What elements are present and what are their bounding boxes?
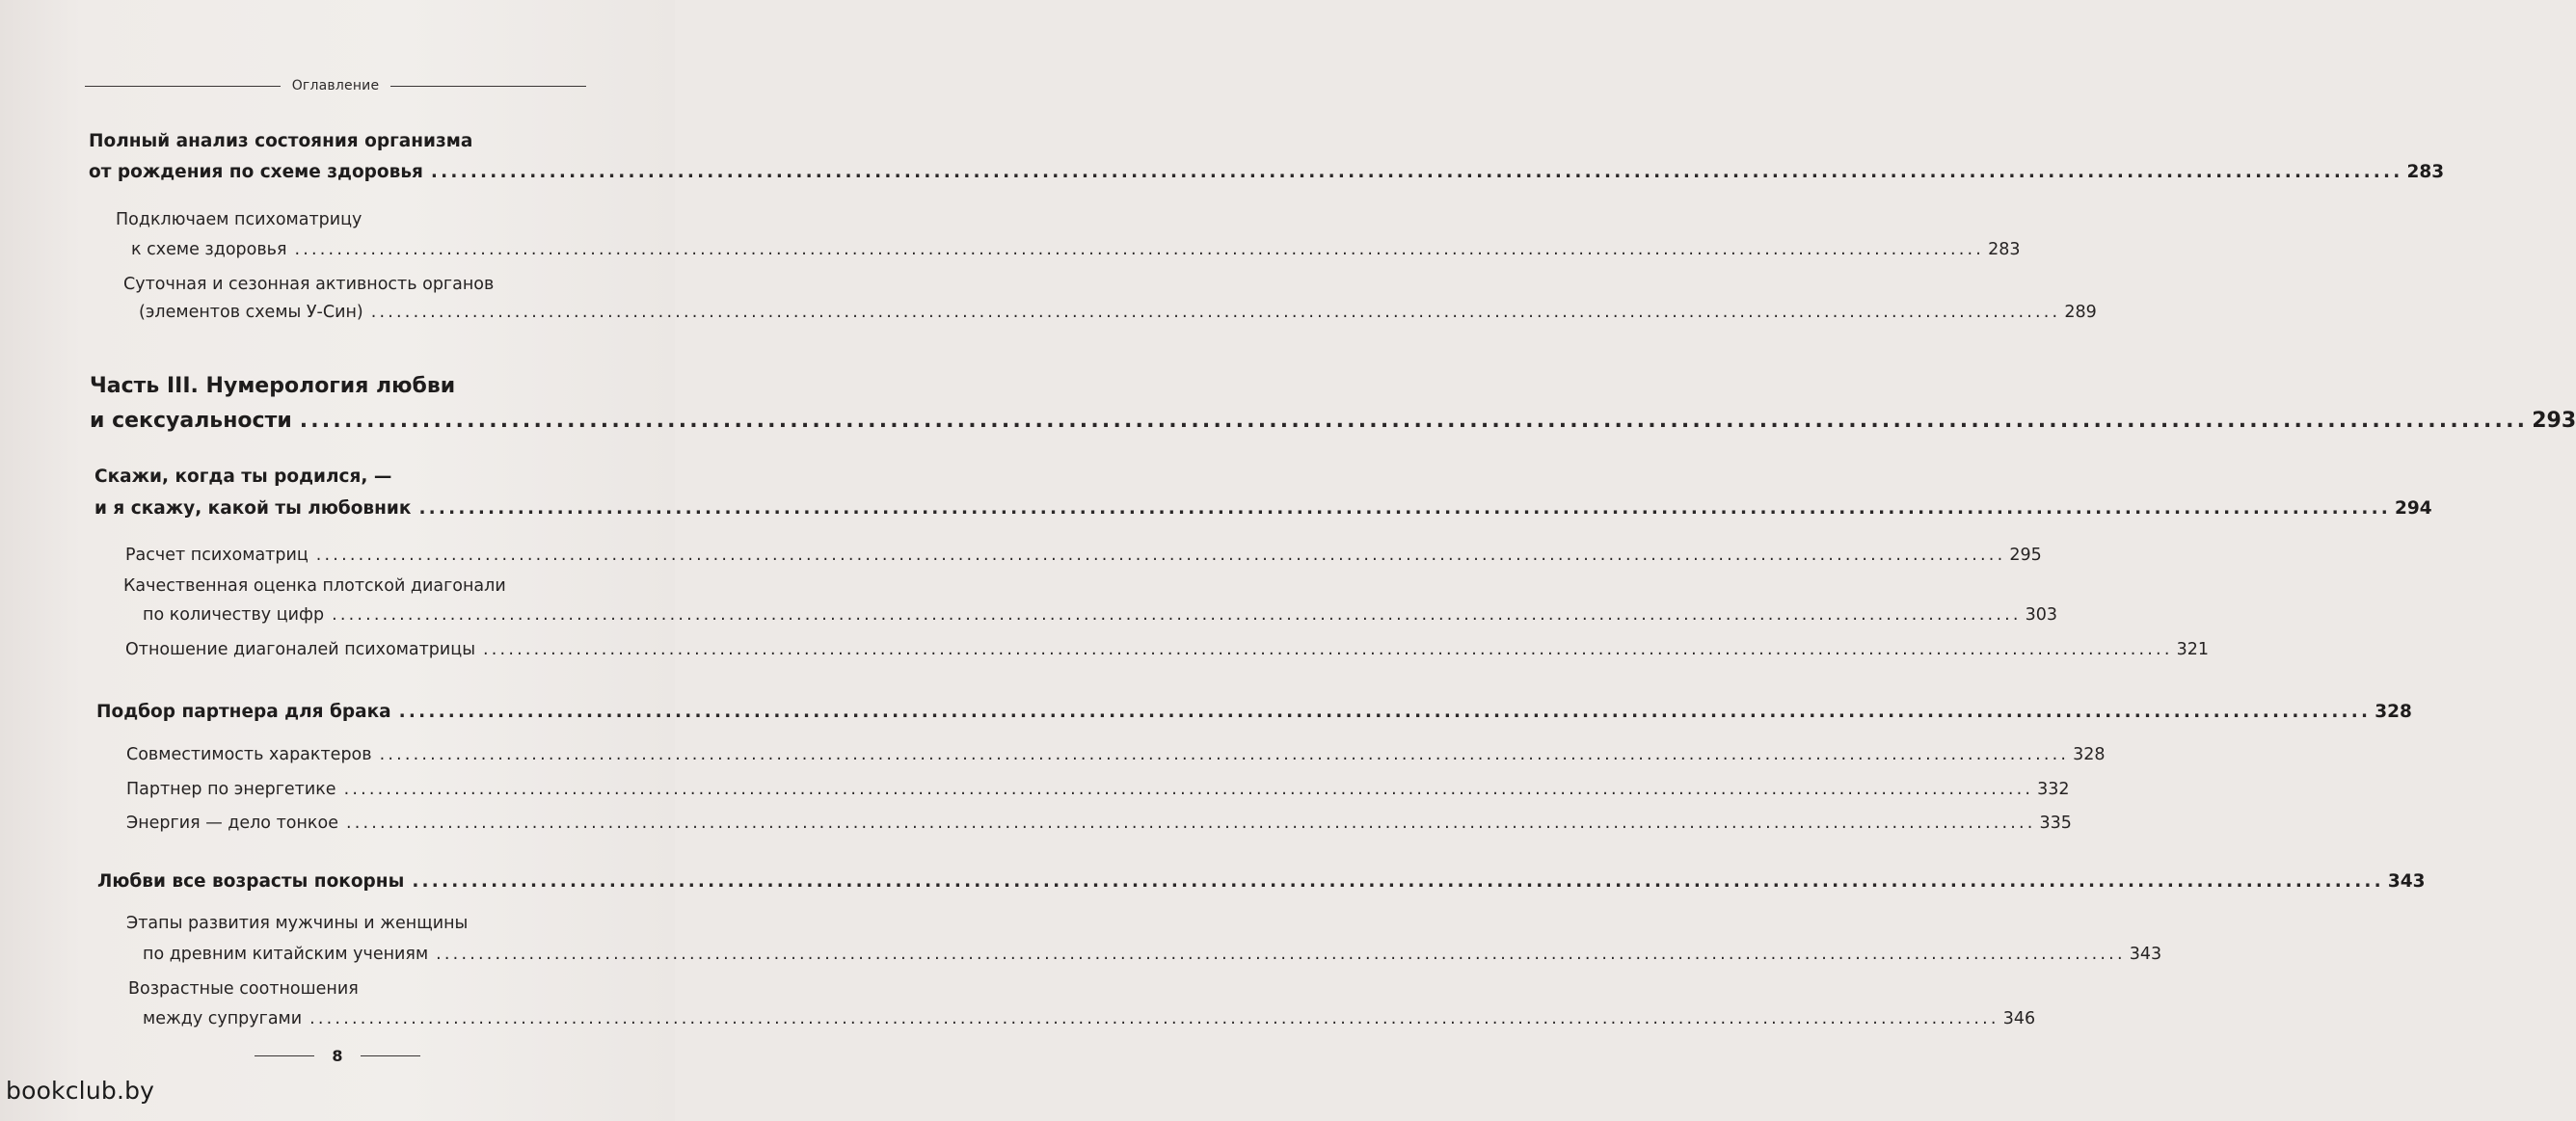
toc-page-number: 346 — [2002, 1009, 2036, 1028]
toc-page-number: 303 — [2025, 605, 2058, 625]
header-rule-right — [390, 86, 586, 87]
toc-leader-dots: ........................................................................................................................................................................................................ — [345, 814, 2036, 833]
toc-leader-dots: ........................................................................................................................................................................................................ — [418, 498, 2392, 519]
toc-entry-title: Суточная и сезонная активность органов — [123, 275, 495, 294]
toc-leader-dots: ........................................................................................................................................................................................................ — [370, 303, 2061, 322]
toc-entry-title: Скажи, когда ты родился, — — [94, 467, 392, 487]
toc-entry-title: от рождения по схеме здоровья — [89, 162, 423, 182]
toc-entry-title: Подключаем психоматрицу — [116, 210, 362, 229]
toc-entry-title: Полный анализ состояния организма — [89, 131, 473, 151]
toc-page-number: 332 — [2037, 780, 2070, 799]
toc-entry-title: и я скажу, какой ты любовник — [94, 498, 412, 519]
toc-leader-dots: ........................................................................................................................................................................................................ — [315, 546, 2006, 565]
toc-entry-line — [90, 409, 2576, 438]
header-rule-left — [85, 86, 281, 87]
toc-entry-title: Расчет психоматриц — [125, 546, 309, 565]
toc-leader-dots: ........................................................................................................................................................................................................ — [379, 745, 2070, 764]
toc-entry-line — [89, 131, 588, 160]
toc-entry-line — [94, 467, 588, 495]
toc-leader-dots: ........................................................................................................................................................................................................ — [294, 240, 1985, 259]
toc-leader-dots: ........................................................................................................................................................................................................ — [483, 640, 2173, 659]
toc-entry-title: Любви все возрасты покорны — [97, 871, 405, 892]
toc-entry-line — [90, 374, 588, 403]
toc-entry-line — [139, 303, 2097, 332]
toc-entry-line — [94, 498, 2432, 527]
toc-entry-title: Качественная оценка плотской диагонали — [123, 576, 506, 596]
watermark: bookclub.by — [6, 1077, 155, 1105]
toc-entry-line — [126, 780, 2070, 809]
toc-leader-dots: ........................................................................................................................................................................................................ — [332, 605, 2022, 625]
toc-entry-line — [143, 945, 2162, 974]
running-header — [85, 75, 586, 96]
toc-entry-title: Этапы развития мужчины и женщины — [126, 914, 469, 933]
toc-page-number: 343 — [2129, 945, 2162, 964]
toc-entry-title: (элементов схемы У-Син) — [139, 303, 363, 322]
toc-entry-title: по количеству цифр — [143, 605, 325, 625]
toc-entry-line — [97, 871, 2426, 900]
toc-page-number: 294 — [2395, 498, 2432, 519]
toc-entry-line — [116, 210, 588, 239]
toc-entry-line — [143, 1009, 2036, 1038]
toc-page-number: 295 — [2009, 546, 2042, 565]
header-title: Оглавление — [291, 78, 380, 93]
footer-rule-left — [255, 1055, 314, 1056]
toc-entry-line — [89, 162, 2445, 191]
toc-page-number: 328 — [2073, 745, 2106, 764]
toc-leader-dots: ........................................................................................................................................................................................................ — [398, 702, 2372, 722]
toc-page-number: 328 — [2375, 702, 2412, 722]
toc-page-number: 335 — [2039, 814, 2072, 833]
toc-page-number: 283 — [1988, 240, 2021, 259]
toc-page-number: 321 — [2176, 640, 2209, 659]
toc-page-number: 283 — [2406, 162, 2445, 182]
toc-entry-title: между супругами — [143, 1009, 303, 1028]
toc-entry-line — [123, 576, 588, 605]
toc-entry-line — [126, 914, 588, 943]
toc-entry-line — [125, 546, 2042, 574]
page-number: 8 — [332, 1046, 343, 1065]
page-footer — [0, 1041, 675, 1070]
toc-leader-dots: ........................................................................................................................................................................................................ — [309, 1009, 1999, 1028]
toc-entry-line — [128, 979, 588, 1008]
toc-entry-title: Совместимость характеров — [126, 745, 372, 764]
toc-leader-dots: ........................................................................................................................................................................................................ — [299, 409, 2529, 433]
toc-entry-title: Подбор партнера для брака — [96, 702, 391, 722]
toc-page-number: 343 — [2387, 871, 2426, 892]
toc-entry-title: Отношение диагоналей психоматрицы — [125, 640, 476, 659]
toc-entry-line — [96, 702, 2412, 731]
toc-entry-line — [126, 745, 2106, 774]
toc-entry-title: Часть III. Нумерология любви — [90, 374, 456, 398]
footer-rule-right — [361, 1055, 420, 1056]
toc-leader-dots: ........................................................................................................................................................................................................ — [343, 780, 2034, 799]
toc-entry-title: и сексуальности — [90, 409, 292, 433]
toc-page-number: 293 — [2532, 409, 2576, 433]
toc-entry-line — [143, 605, 2058, 634]
toc-entry-title: Партнер по энергетике — [126, 780, 336, 799]
toc-entry-title: Энергия — дело тонкое — [126, 814, 338, 833]
toc-entry-line — [126, 814, 2072, 842]
toc-entry-line — [131, 240, 2021, 269]
toc-entry-line — [125, 640, 2209, 669]
toc-entry-title: к схеме здоровья — [131, 240, 287, 259]
toc-entry-title: Возрастные соотношения — [128, 979, 359, 999]
toc-page-number: 289 — [2064, 303, 2097, 322]
toc-leader-dots: ........................................................................................................................................................................................................ — [412, 871, 2384, 892]
toc-entry-line — [123, 275, 588, 304]
toc-leader-dots: ........................................................................................................................................................................................................ — [436, 945, 2126, 964]
toc-leader-dots: ........................................................................................................................................................................................................ — [430, 162, 2403, 182]
toc-entry-title: по древним китайским учениям — [143, 945, 429, 964]
